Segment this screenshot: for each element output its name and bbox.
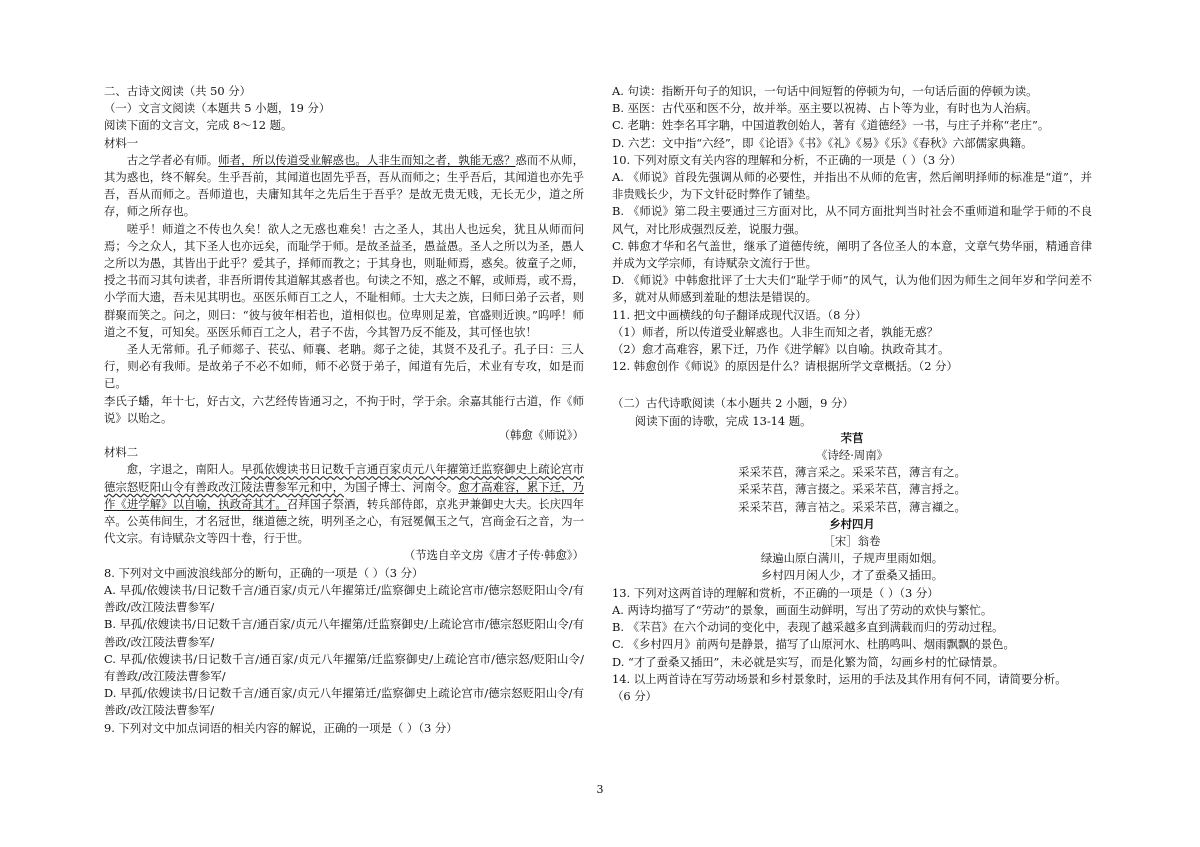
poem-source: 《诗经·周南》 [816, 448, 888, 463]
passage-text: 古之学者必有师。 [126, 152, 219, 167]
underlined-sentence: 师者，所以传道受业解惑也。人非生而知之者，孰能无惑？ [218, 152, 516, 167]
wavy-underlined-text: 早孤依嫂读书日记数千言通百家贞元八年擢第迁监察御史上疏论宫市德宗怒贬阳山令有善政改江陵法曹参军元和中， [104, 462, 584, 494]
instruction: 阅读下面的文言文，完成 8～12 题。 [104, 118, 293, 133]
source-citation: （韩愈《师说》） [498, 428, 584, 443]
option-d: D. 六艺：文中指“六经”，即《论语》《书》《礼》《易》《乐》《春秋》六部儒家典籍。 [612, 135, 1033, 150]
option-a: A. 句读：指断开句子的知识，一句话中间短暂的停顿为句，一句话后面的停顿为读。 [612, 84, 1038, 98]
page-number: 3 [596, 783, 604, 796]
material-label: 材料二 [104, 445, 139, 460]
question-11: 11. 把文中画横线的句子翻译成现代汉语。（8 分） [612, 307, 867, 322]
question-10: 10. 下列对原文有关内容的理解和分析，不正确的一项是（ ）（3 分） [612, 152, 962, 167]
option-c: C. 韩愈才华和名气盖世，继承了道德传统，阐明了各位圣人的本意，文章气势华丽，精通音律并成为文学宗师，有诗赋杂文流行于世。 [612, 238, 1092, 271]
underlined-sentence: 愈才高难容，累下迁，乃作《进学解》以自喻，执政奇其才。 [104, 479, 584, 511]
poem-line: 采采芣苢，薄言袺之。采采芣苢，薄言襭之。 [738, 499, 966, 514]
poem-line: 乡村四月闲人少，才了蚕桑又插田。 [760, 568, 944, 583]
option-d: D. 《师说》中韩愈批评了士大夫们“耻学于师”的风气，认为他们因为师生之间年岁和学问差不多，就对从师感到羞耻的想法是错误的。 [612, 273, 1092, 305]
question-12: 12. 韩愈创作《师说》的原因是什么？请根据所学文章概括。（2 分） [612, 359, 958, 374]
subsection-title: （二）古代诗歌阅读（本小题共 2 小题，9 分） [612, 396, 854, 411]
question-11-part-2: （2）愈才高难容，累下迁，乃作《进学解》以自喻。执政奇其才。 [612, 342, 950, 357]
passage-paragraph [104, 152, 584, 221]
poem-line: 采采芣苢，薄言采之。采采芣苢，薄言有之。 [738, 465, 966, 480]
passage-paragraph: 嗟乎！师道之不传也久矣！欲人之无惑也难矣！古之圣人，其出人也远矣，犹且从师而问焉；今之众人，其下圣人也亦远矣，而耻学于师。是故圣益圣，愚益愚。圣人之所以为圣，愚人之所以为愚，其皆出于此乎？爱其子，择师而教之；于其身也，则耻师焉，惑矣。彼童子之师，授之书而习其句读者，非吾所谓传其道解其惑者也。句读之不知，惑之不解，或师焉，或不焉，小学而大遗，吾未见其明也。巫医乐师百工之人，不耻相师。士大夫之族，曰师曰弟子云者，则群聚而笑之。问之，则曰：“彼与彼年相若也，道相似也。位卑则足羞，官盛则近谀。”呜呼！师道之不复，可知矣。巫医乐师百工之人，君子不齿，今其智乃反不能及，其可怪也欤！ [104, 221, 584, 339]
question-13: 13. 下列对这两首诗的理解和赏析，不正确的一项是（ ）（3 分） [612, 585, 939, 600]
right-column [612, 83, 1092, 705]
question-8: 8. 下列对文中画波浪线部分的断句，正确的一项是（ ）（3 分） [104, 565, 424, 580]
passage-text: 召拜国子祭酒，转兵部侍郎，京兆尹兼御史大夫。长庆四年卒。公英伟间生，才名冠世，继道德之统，明列圣之心，有冠冕佩玉之气，宫商金石之音，为一代文宗。有诗赋杂文等四十卷，行于世。 [104, 496, 584, 546]
option-c: C. 老聃：姓李名耳字聃，中国道教创始人，著有《道德经》一书，与庄子并称“老庄”。 [612, 118, 1050, 133]
spacer [612, 375, 1092, 395]
poem-title: 乡村四月 [829, 516, 875, 531]
question-14-score: （6 分） [612, 688, 658, 703]
option-d: D. 早孤/依嫂读书/日记数千言/通百家/贞元八年擢第迁/监察御史上疏论宫市/德宗怒贬阳山令/有善政/改江陵法曹参军/ [104, 686, 584, 718]
passage-text: 愈，字退之，南阳人。 [126, 462, 242, 477]
passage-paragraph [104, 461, 584, 547]
poem-line: 绿遍山原白满川，子规声里雨如烟。 [760, 551, 944, 566]
source-citation: （节选自辛文房《唐才子传·韩愈》） [403, 548, 584, 563]
option-b: B. 巫医：古代巫和医不分，故并举。巫主要以祝祷、占卜等为业，有时也为人治病。 [612, 101, 1038, 116]
poem-line: 采采芣苢，薄言掇之。采采芣苢，薄言捋之。 [738, 482, 966, 497]
material-label: 材料一 [104, 135, 139, 150]
option-c: C. 早孤/依嫂读书/日记数千言/通百家/贞元八年擢第/迁监察御史/上疏论宫市/德宗怒/贬阳山令/有善政/改江陵法曹参军/ [104, 651, 584, 683]
option-d: D. “才了蚕桑又插田”，未必就是实写，而是化繁为简，勾画乡村的忙碌情景。 [612, 654, 1005, 669]
question-11-part-1: （1）师者，所以传道受业解惑也。人非生而知之者，孰能无惑？ [612, 324, 939, 339]
passage-text: 为国子博士、河南令。 [344, 479, 459, 494]
left-column [104, 83, 584, 737]
subsection-title: （一）文言文阅读（本题共 5 小题，19 分） [104, 101, 331, 116]
passage-paragraph: 圣人无常师。孔子师郯子、苌弘、师襄、老聃。郯子之徒，其贤不及孔子。孔子曰：三人行，则必有我师。是故弟子不必不如师，师不必贤于弟子，闻道有先后，术业有专攻，如是而已。 [104, 342, 584, 391]
section-title: 二、古诗文阅读（共 50 分） [104, 84, 252, 98]
option-c: C. 《乡村四月》前两句是静景，描写了山原河水、杜鹃鸣叫、烟雨飘飘的景色。 [612, 637, 1015, 652]
poem-author: ［宋］翁卷 [823, 534, 881, 549]
passage-paragraph: 李氏子蟠，年十七，好古文，六艺经传皆通习之，不拘于时，学于余。余嘉其能行古道，作《师说》以贻之。 [104, 393, 584, 425]
option-b: B. 早孤/依嫂读书/日记数千言/通百家/贞元八年擢第/迁监察御史/上疏论宫市/德宗怒贬阳山令/有善政/改江陵法曹参军/ [104, 617, 584, 649]
passage-text: 惑而不从师，其为惑也，终不解矣。生乎吾前，其闻道也固先乎吾，吾从而师之；生乎吾后，其闻道也亦先乎吾，吾从而师之。吾师道也，夫庸知其年之先后生于吾乎？是故无贵无贱，无长无少，道之所存，师之所存也。 [104, 152, 584, 219]
question-14: 14. 以上两首诗在写劳动场景和乡村景象时，运用的手法及其作用有何不同，请简要分析。 [612, 671, 1067, 686]
poem-title: 芣苢 [840, 430, 864, 445]
question-9: 9. 下列对文中加点词语的相关内容的解说，正确的一项是（ ）（3 分） [104, 720, 458, 735]
option-b: B. 《师说》第二段主要通过三方面对比，从不同方面批判当时社会不重师道和耻学于师的不良风气，对比形成强烈反差，说服力强。 [612, 204, 1092, 236]
option-a: A. 早孤/依嫂读书/日记数千言/通百家/贞元八年擢第迁/监察御史上疏论宫市/德宗怒贬阳山令/有善政/改江陵法曹参军/ [104, 582, 584, 615]
option-b: B. 《芣苢》在六个动词的变化中，表现了越采越多直到满载而归的劳动过程。 [612, 620, 1004, 635]
option-a: A. 《师说》首段先强调从师的必要性，并指出不从师的危害，然后阐明择师的标准是“道”，并非贵贱长少，为下文针砭时弊作了铺垫。 [612, 170, 1092, 202]
instruction: 阅读下面的诗歌，完成 13-14 题。 [634, 413, 812, 428]
option-a: A. 两诗均描写了“劳动”的景象，画面生动鲜明，写出了劳动的欢快与繁忙。 [612, 602, 993, 617]
